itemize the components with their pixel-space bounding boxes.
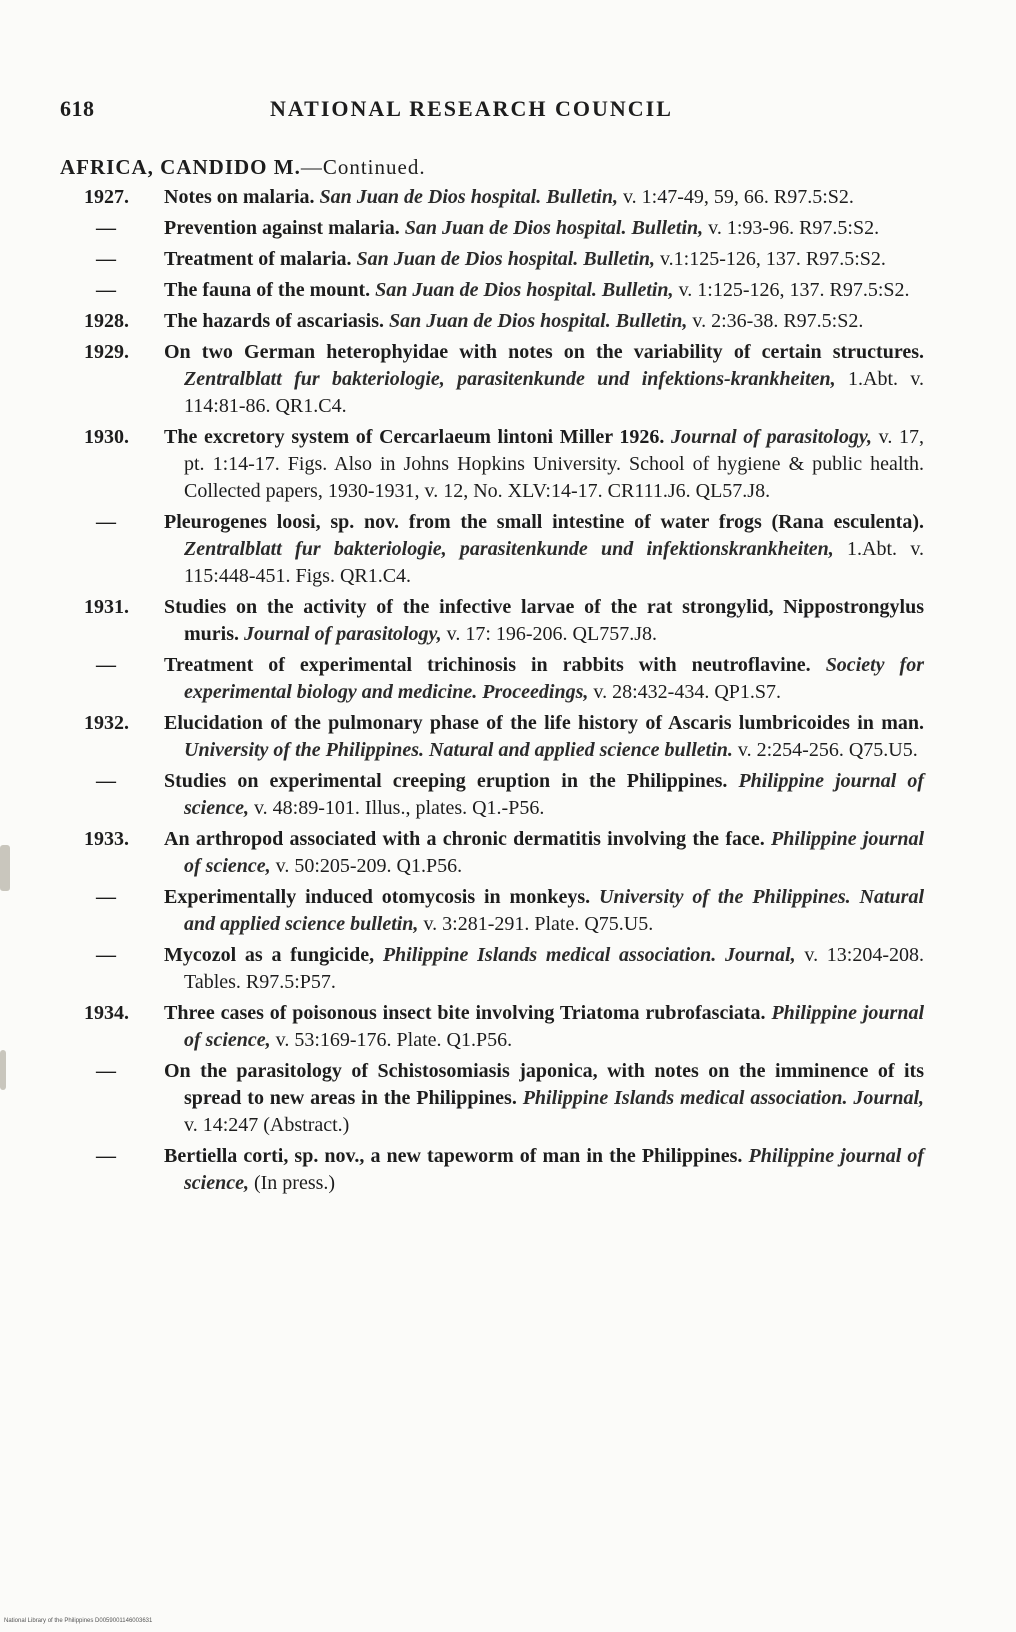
entry-year: — — [96, 886, 116, 908]
entry-year: 1928. — [84, 310, 129, 332]
entry-details: (In press.) — [253, 1172, 336, 1194]
entry-text — [164, 1000, 924, 1054]
entry-year: — — [96, 654, 116, 676]
entry-text — [164, 509, 924, 590]
scan-edge-mark — [0, 1050, 6, 1090]
entry-year: 1929. — [84, 341, 129, 363]
bibliography-entry — [84, 594, 924, 648]
entry-source: Zentralblatt fur bakteriologie, parasitenkunde und infektions-krankheiten, — [184, 368, 836, 390]
author-name: AFRICA, CANDIDO M. — [60, 155, 301, 179]
entry-details: v. 53:169-176. Plate. Q1.P56. — [275, 1029, 513, 1051]
entry-details: v. 50:205-209. Q1.P56. — [275, 855, 463, 877]
entry-text — [164, 215, 924, 242]
entry-details: 1.Abt. v. 114:81-86. QR1.C4. — [184, 368, 925, 417]
entry-text — [164, 826, 924, 880]
entry-details: v. 28:432-434. QP1.S7. — [593, 681, 782, 703]
bibliography-entry — [84, 942, 924, 996]
entry-title: An arthropod associated with a chronic dermatitis involving the face. — [164, 828, 765, 850]
entry-source: San Juan de Dios hospital. Bulletin, — [375, 279, 674, 301]
entry-text — [164, 768, 924, 822]
entry-source: San Juan de Dios hospital. Bulletin, — [356, 248, 655, 270]
entry-details: v. 48:89-101. Illus., plates. Q1.-P56. — [253, 797, 545, 819]
entry-title: Mycozol as a fungicide, — [164, 944, 375, 966]
entry-title: Treatment of malaria. — [164, 248, 352, 270]
entry-text — [164, 308, 924, 335]
entry-title: Treatment of experimental trichinosis in rabbits with neutroflavine. — [164, 654, 811, 676]
entry-year: — — [96, 770, 116, 792]
entry-details: v.1:125-126, 137. R97.5:S2. — [659, 248, 886, 270]
entry-title: The hazards of ascariasis. — [164, 310, 384, 332]
bibliography-entry — [84, 215, 924, 242]
entry-source: San Juan de Dios hospital. Bulletin, — [389, 310, 688, 332]
entry-details: v. 1:93-96. R97.5:S2. — [708, 217, 880, 239]
bibliography-entry — [84, 277, 924, 304]
entry-year: 1930. — [84, 426, 129, 448]
bibliography-entry — [84, 1000, 924, 1054]
bibliography-list — [84, 184, 924, 1201]
entry-text — [164, 339, 924, 420]
entry-title: Studies on experimental creeping eruption in the Philippines. — [164, 770, 728, 792]
entry-text — [164, 277, 924, 304]
page-header — [60, 96, 940, 126]
entry-source: University of the Philippines. Natural and applied science bulletin, — [184, 886, 925, 935]
entry-year: 1931. — [84, 596, 129, 618]
bibliography-entry — [84, 246, 924, 273]
entry-source: San Juan de Dios hospital. Bulletin, — [404, 217, 704, 239]
entry-year: 1927. — [84, 186, 129, 208]
entry-text — [164, 710, 924, 764]
entry-source: Philippine Islands medical association. Journal, — [382, 944, 796, 966]
entry-year: — — [96, 1060, 116, 1082]
entry-title: The excretory system of Cercarlaeum lintoni Miller 1926. — [164, 426, 665, 448]
entry-source: San Juan de Dios hospital. Bulletin, — [319, 186, 618, 208]
entry-details: v. 14:247 (Abstract.) — [184, 1114, 350, 1136]
entry-details: v. 1:47-49, 59, 66. R97.5:S2. — [622, 186, 854, 208]
entry-details: v. 13:204-208. Tables. R97.5:P57. — [184, 944, 925, 993]
entry-title: Prevention against malaria. — [164, 217, 400, 239]
entry-year: — — [96, 1145, 116, 1167]
entry-source: Philippine Islands medical association. Journal, — [522, 1087, 925, 1109]
entry-text — [164, 652, 924, 706]
entry-year: — — [96, 248, 116, 270]
entry-text — [164, 1143, 924, 1197]
entry-text — [164, 1058, 924, 1139]
bibliography-entry — [84, 710, 924, 764]
scan-edge-mark — [0, 845, 10, 891]
entry-source: Society for experimental biology and medicine. Proceedings, — [184, 654, 925, 703]
page-number: 618 — [60, 96, 95, 121]
entry-year: 1933. — [84, 828, 129, 850]
bibliography-entry — [84, 826, 924, 880]
entry-year: — — [96, 279, 116, 301]
entry-title: Bertiella corti, sp. nov., a new tapeworm of man in the Philippines. — [164, 1145, 743, 1167]
entry-source: Philippine journal of science, — [184, 1145, 925, 1194]
bibliography-entry — [84, 768, 924, 822]
entry-details: v. 1:125-126, 137. R97.5:S2. — [678, 279, 910, 301]
entry-details: v. 17, pt. 1:14-17. Figs. Also in Johns Hopkins University. School of hygiene & public health. Collected papers, 1930-1931, v. 12, No. XLV:14-17. CR111.J6. QL57.J8. — [184, 426, 925, 502]
entry-title: Pleurogenes loosi, sp. nov. from the small intestine of water frogs (Rana esculenta). — [164, 511, 924, 533]
entry-year: — — [96, 511, 116, 533]
entry-text — [164, 884, 924, 938]
bibliography-entry — [84, 308, 924, 335]
running-title: NATIONAL RESEARCH COUNCIL — [270, 96, 673, 121]
entry-source: University of the Philippines. Natural and applied science bulletin. — [184, 739, 733, 761]
entry-year: — — [96, 217, 116, 239]
entry-source: Philippine journal of science, — [184, 1002, 925, 1051]
entry-title: On two German heterophyidae with notes on the variability of certain structures. — [164, 341, 924, 363]
scan-footer-note: National Library of the Philippines D0059001146003631 — [4, 1618, 153, 1624]
bibliography-entry — [84, 652, 924, 706]
entry-text — [164, 594, 924, 648]
entry-source: Zentralblatt fur bakteriologie, parasitenkunde und infektionskrankheiten, — [184, 538, 834, 560]
entry-details: v. 2:254-256. Q75.U5. — [737, 739, 918, 761]
entry-year: 1932. — [84, 712, 129, 734]
bibliography-entry — [84, 1058, 924, 1139]
entry-details: v. 17: 196-206. QL757.J8. — [446, 623, 657, 645]
bibliography-entry — [84, 184, 924, 211]
entry-details: 1.Abt. v. 115:448-451. Figs. QR1.C4. — [184, 538, 925, 587]
author-heading — [60, 155, 426, 180]
entry-title: Experimentally induced otomycosis in monkeys. — [164, 886, 591, 908]
entry-source: Journal of parasitology, — [671, 426, 872, 448]
entry-details: v. 2:36-38. R97.5:S2. — [692, 310, 864, 332]
entry-year: 1934. — [84, 1002, 129, 1024]
entry-title: On the parasitology of Schistosomiasis japonica, with notes on the imminence of its spread to new areas in the Philippines. — [164, 1060, 924, 1109]
entry-source: Philippine journal of science, — [184, 828, 925, 877]
bibliography-entry — [84, 1143, 924, 1197]
entry-source: Philippine journal of science, — [184, 770, 925, 819]
entry-source: Journal of parasitology, — [244, 623, 442, 645]
entry-title: Three cases of poisonous insect bite involving Triatoma rubrofasciata. — [164, 1002, 766, 1024]
entry-text — [164, 424, 924, 505]
entry-details: v. 3:281-291. Plate. Q75.U5. — [423, 913, 654, 935]
entry-year: — — [96, 944, 116, 966]
entry-title: Elucidation of the pulmonary phase of the life history of Ascaris lumbricoides in man. — [164, 712, 924, 734]
entry-title: The fauna of the mount. — [164, 279, 371, 301]
entry-title: Studies on the activity of the infective larvae of the rat strongylid, Nippostrongylus muris. — [164, 596, 924, 645]
author-suffix: —Continued. — [300, 155, 426, 179]
entry-text — [164, 942, 924, 996]
bibliography-entry — [84, 509, 924, 590]
bibliography-entry — [84, 339, 924, 420]
bibliography-entry — [84, 884, 924, 938]
entry-title: Notes on malaria. — [164, 186, 315, 208]
entry-text — [164, 246, 924, 273]
entry-text — [164, 184, 924, 211]
bibliography-entry — [84, 424, 924, 505]
